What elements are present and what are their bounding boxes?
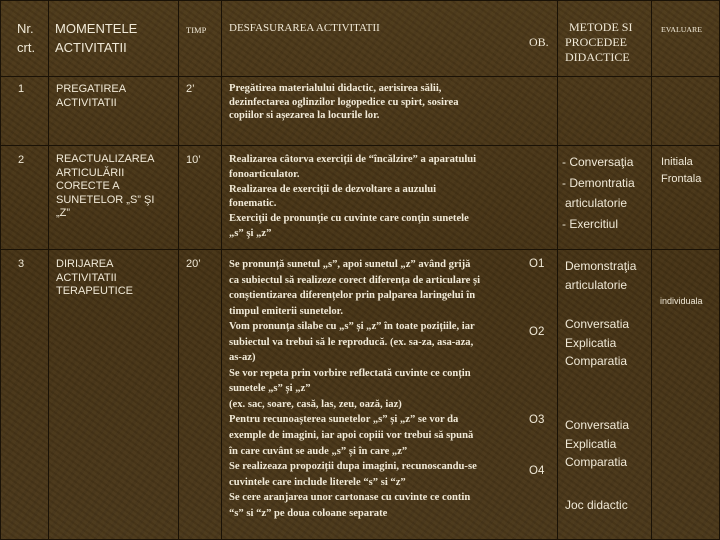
row2-evaluare-line: Initiala	[661, 156, 693, 168]
row3-nr: 3	[18, 258, 25, 270]
row3-metode-line: articulatorie	[565, 277, 628, 292]
row3-desc-line: timpul emiterii sunetelor.	[229, 305, 344, 317]
row3-desc-line: în care cuvânt se aude „s” și în care „z”	[229, 445, 408, 457]
row3-desc-line: “s” si “z” pe doua coloane separate	[229, 507, 388, 519]
grid-line	[0, 0, 1, 540]
row2-metode	[562, 152, 635, 234]
row3-desc-line: as-az)	[229, 352, 256, 364]
row1-nr: 1	[18, 83, 25, 95]
row3-metode-line: Conversatia	[565, 418, 630, 432]
row1-desc-line: copiilor si așezarea la locurile lor.	[229, 110, 380, 122]
row1-timp: 2’	[186, 83, 195, 95]
grid-line	[0, 76, 720, 77]
header-metode-line2: PROCEDEE	[565, 35, 628, 49]
row3-metode-line: Joc didactic	[565, 498, 628, 512]
row2-metode-line: - Exercitiul	[562, 216, 619, 231]
row1-moment-line: PREGATIREA	[56, 83, 127, 95]
row2-desc-line: Exerciţii de pronunţie cu cuvinte care conţin sunetele	[229, 213, 469, 225]
header-nr	[17, 19, 35, 57]
row2-desc-line: fonoarticulator.	[229, 168, 300, 180]
row3-desc-line: (ex. sac, soare, casă, las, zeu, oază, iaz)	[229, 398, 402, 410]
row3-metode-group1	[565, 257, 636, 294]
header-evaluare: EVALUARE	[661, 25, 703, 34]
row3-ob-2: O2	[529, 326, 545, 338]
row2-moment	[56, 153, 154, 221]
grid-line	[557, 0, 558, 540]
row3-desc-line: cuvintele care include literele “s” si “z”	[229, 476, 406, 488]
grid-line	[0, 145, 720, 146]
grid-line	[0, 249, 720, 250]
row3-desc-line: Pentru recunoașterea sunetelor „s” și „z” se vor da	[229, 414, 459, 426]
grid-line	[178, 0, 179, 540]
header-ob: OB.	[529, 35, 549, 49]
row2-desc-line: fonematic.	[229, 198, 277, 210]
row3-metode-group2	[565, 315, 629, 371]
row3-metode-line: Demonstraţia	[565, 259, 637, 273]
row1-desc-line: Pregătirea materialului didactic, aerisirea sălii,	[229, 83, 442, 94]
row3-metode-group4	[565, 496, 628, 515]
row3-metode-line: Conversatia	[565, 317, 630, 331]
header-timp: TIMP	[186, 25, 207, 35]
grid-line	[0, 0, 720, 1]
row3-desc-line: conștientizarea diferențelor prin palparea laringelui în	[229, 290, 476, 302]
row3-desc-line: sunetele „s” și „z”	[229, 383, 311, 395]
row2-desc-line: Realizarea de exerciții de dezvoltare a auzului	[229, 183, 437, 195]
header-metode-line3: DIDACTICE	[565, 50, 630, 64]
row3-moment-line: ACTIVITATII	[56, 271, 117, 284]
row3-desc-line: Se vor repeta prin vorbire reflectată cuvinte ce conțin	[229, 367, 471, 379]
row2-desc	[229, 153, 476, 242]
row3-moment-line: TERAPEUTICE	[56, 285, 134, 297]
row2-timp: 10’	[186, 154, 201, 166]
row3-metode-line: Comparatia	[565, 455, 628, 470]
row2-moment-line: „Z”	[56, 207, 71, 219]
row3-desc-line: exemple de imagini, iar apoi copiii vor trebui să spună	[229, 430, 474, 442]
row3-desc-line: Se cere aranjarea unor cartonase cu cuvinte ce contin	[229, 492, 471, 504]
header-nr-line2: crt.	[17, 40, 36, 55]
row3-ob-1: O1	[529, 258, 545, 270]
row3-metode-line: Comparatia	[565, 354, 628, 369]
row2-desc-line: Realizarea câtorva exerciții de “încălzire” a aparatului	[229, 154, 477, 165]
row3-desc-line: Se realizeaza propoziții dupa imagini, recunoscandu-se	[229, 461, 477, 473]
row3-ob-3: O3	[529, 414, 545, 426]
row2-desc-line: „s” şi „z”	[229, 227, 272, 239]
row2-metode-line: articulatorie	[565, 196, 628, 210]
header-metode	[565, 20, 632, 65]
row2-evaluare	[661, 154, 701, 187]
row1-moment-line: ACTIVITATII	[56, 96, 117, 109]
row1-moment	[56, 83, 126, 110]
row3-evaluare: individuala	[660, 296, 703, 306]
row2-moment-line: ARTICULĂRII	[56, 166, 125, 179]
header-momentele	[55, 19, 137, 57]
row3-desc	[229, 257, 480, 521]
row2-moment-line: SUNETELOR „S” ŞI	[56, 193, 155, 206]
row3-metode-line: Explicatia	[565, 436, 617, 451]
row1-desc	[229, 82, 459, 123]
row3-moment	[56, 258, 133, 299]
row2-moment-line: REACTUALIZAREA	[56, 153, 155, 165]
row3-desc-line: ca subiectul să realizeze corect diferența de articulare și	[229, 274, 481, 286]
row3-metode-group3	[565, 416, 629, 472]
row2-evaluare-line: Frontala	[661, 172, 702, 185]
row3-ob-4: O4	[529, 465, 545, 477]
row3-metode-line: Explicatia	[565, 335, 617, 350]
grid-line	[48, 0, 49, 540]
row3-desc-line: Se pronunță sunetul „s”, apoi sunetul „z” având grijă	[229, 259, 471, 270]
row3-timp: 20’	[186, 258, 201, 270]
header-nr-line1: Nr.	[17, 21, 34, 36]
row3-desc-line: subiectul va trebui să le reproducă. (ex. sa-za, asa-aza,	[229, 336, 474, 348]
row1-desc-line: dezinfectarea oglinzilor logopedice cu spirt, sosirea	[229, 96, 459, 108]
row2-moment-line: CORECTE A	[56, 180, 120, 192]
grid-line	[651, 0, 652, 540]
header-metode-line1: METODE SI	[569, 20, 633, 34]
header-desfasurarea: DESFASURAREA ACTIVITATII	[229, 22, 380, 34]
grid-line	[221, 0, 222, 540]
row3-desc-line: Vom pronunța silabe cu „s” și „z” în toate pozițiile, iar	[229, 321, 475, 333]
row2-nr: 2	[18, 154, 25, 166]
header-momentele-line1: MOMENTELE	[55, 21, 138, 36]
row2-metode-line: - Conversaţia	[562, 155, 634, 169]
row3-moment-line: DIRIJAREA	[56, 258, 114, 270]
row2-metode-line: - Demontratia	[562, 175, 635, 190]
header-momentele-line2: ACTIVITATII	[55, 40, 127, 55]
